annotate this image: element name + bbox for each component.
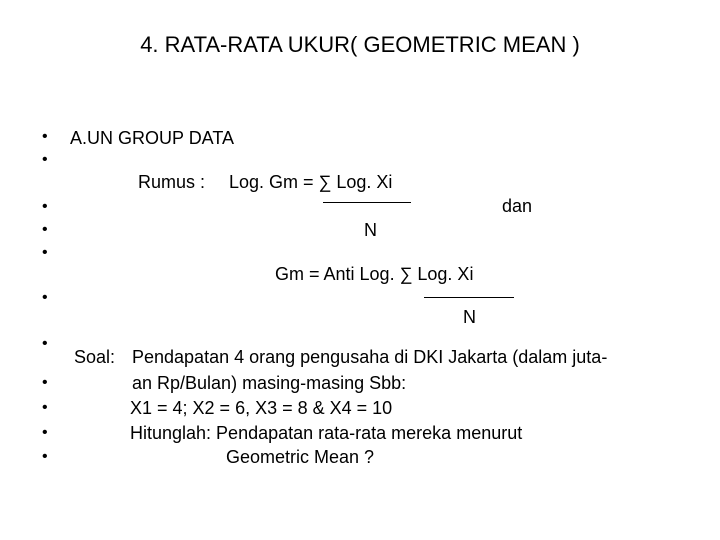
formula2-fraction-bar	[424, 297, 514, 298]
soal-line-5: Geometric Mean ?	[226, 447, 375, 467]
bullet-8: •	[42, 374, 48, 391]
bullet-11: •	[42, 448, 48, 465]
bullet-3: •	[42, 198, 48, 215]
soal-line-3: X1 = 4; X2 = 6, X3 = 8 & X4 = 10	[130, 398, 393, 418]
formula1-numerator: Log. Gm = ∑ Log. Xi	[229, 172, 393, 192]
formula-connector: dan	[502, 196, 533, 216]
bullet-2: •	[42, 151, 48, 168]
soal-line-1: Pendapatan 4 orang pengusaha di DKI Jakarta (dalam juta-	[132, 347, 608, 367]
slide-title: 4. RATA-RATA UKUR( GEOMETRIC MEAN )	[140, 32, 580, 57]
bullet-6: •	[42, 289, 48, 306]
bullet-7: •	[42, 335, 48, 352]
section-heading: A.UN GROUP DATA	[70, 128, 235, 148]
bullet-9: •	[42, 399, 48, 416]
bullet-5: •	[42, 244, 48, 261]
formula1-denominator: N	[364, 220, 377, 240]
formula2-denominator: N	[463, 307, 476, 327]
soal-label: Soal:	[74, 347, 116, 367]
formula1-label: Rumus :	[138, 172, 206, 192]
formula2-numerator: Gm = Anti Log. ∑ Log. Xi	[275, 264, 474, 284]
bullet-4: •	[42, 221, 48, 238]
formula1-fraction-bar	[323, 202, 411, 203]
bullet-1: •	[42, 128, 48, 145]
soal-line-2: an Rp/Bulan) masing-masing Sbb:	[132, 373, 407, 393]
soal-line-4: Hitunglah: Pendapatan rata-rata mereka menurut	[130, 423, 523, 443]
bullet-10: •	[42, 424, 48, 441]
